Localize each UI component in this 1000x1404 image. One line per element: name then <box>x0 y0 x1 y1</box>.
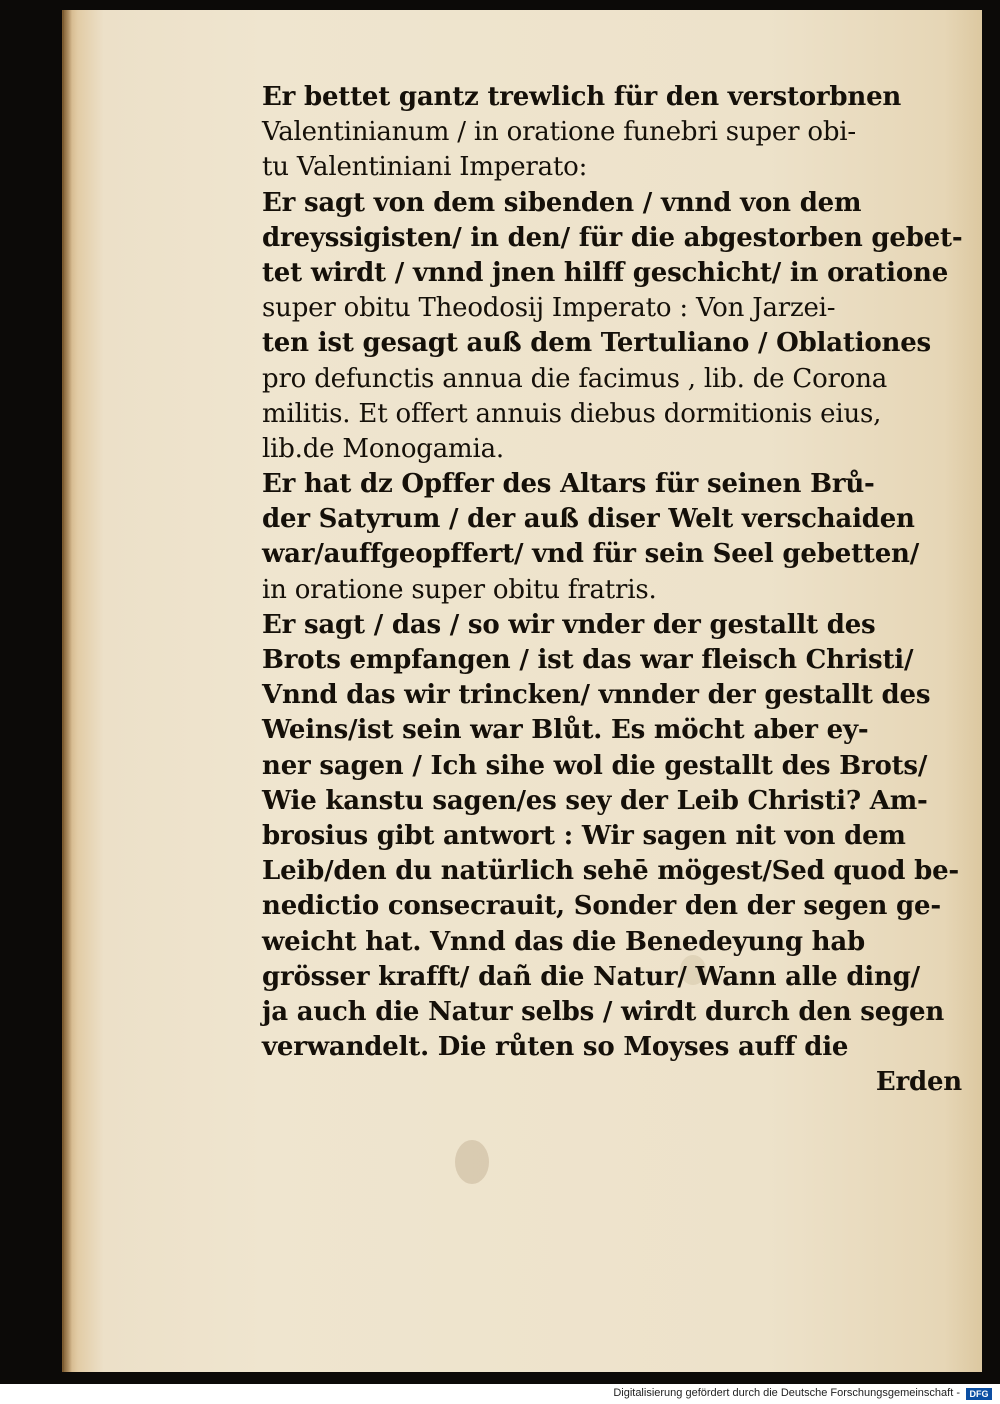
text-line: nedictio consecrauit, Sonder den der segen ge- <box>262 891 941 922</box>
text-line: ten ist gesagt auß dem Tertuliano / Oblationes <box>262 328 931 359</box>
funding-credit: Digitalisierung gefördert durch die Deutsche Forschungsgemeinschaft - <box>613 1387 960 1399</box>
page-gutter-shadow <box>62 10 72 1372</box>
text-line: Vnnd das wir trincken/ vnnder der gestallt des <box>262 680 931 711</box>
text-line: tet wirdt / vnnd jnen hilff geschicht/ in oratione <box>262 257 949 288</box>
text-line: militis. Et offert annuis diebus dormitionis eius, <box>262 398 882 429</box>
text-line: Weins/ist sein war Blůt. Es möcht aber ey- <box>262 715 869 746</box>
text-line: tu Valentiniani Imperato: <box>262 152 588 183</box>
text-line: brosius gibt antwort : Wir sagen nit von dem <box>262 820 906 851</box>
page-text-block <box>262 80 962 1100</box>
text-line: pro defunctis annua die facimus , lib. de Corona <box>262 363 888 394</box>
paper-stain <box>455 1140 489 1184</box>
text-line: grösser krafft/ dañ die Natur/ Wann alle ding/ <box>262 961 920 992</box>
text-line: war/auffgeopffert/ vnd für sein Seel gebetten/ <box>262 539 920 570</box>
text-line: Wie kanstu sagen/es sey der Leib Christi? Am- <box>262 785 928 816</box>
text-line: Er sagt / das / so wir vnder der gestallt des <box>262 609 876 640</box>
catchword: Erden <box>875 1067 962 1098</box>
text-line: Brots empfangen / ist das war fleisch Christi/ <box>262 645 914 675</box>
text-line: Er hat dz Opffer des Altars für seinen Brů- <box>262 469 875 500</box>
text-line: lib.de Monogamia. <box>262 433 504 464</box>
text-line: Leib/den du natürlich sehē mögest/Sed quod be- <box>262 856 960 887</box>
text-line: dreyssigisten/ in den/ für die abgestorben gebet- <box>262 222 963 253</box>
footer-bar <box>0 1384 1000 1404</box>
text-line: weicht hat. Vnnd das die Benedeyung hab <box>262 926 865 957</box>
text-line: Valentinianum / in oratione funebri super obi- <box>262 117 856 148</box>
text-line: ner sagen / Ich sihe wol die gestallt des Brots/ <box>262 750 928 781</box>
text-line: Er bettet gantz trewlich für den verstorbnen <box>262 82 902 112</box>
text-line: Er sagt von dem sibenden / vnnd von dem <box>262 187 862 218</box>
text-line: verwandelt. Die růten so Moyses auff die <box>262 1032 849 1063</box>
dfg-logo-icon: DFG <box>966 1388 992 1400</box>
text-line: der Satyrum / der auß diser Welt verschaiden <box>262 504 915 535</box>
text-line: super obitu Theodosij Imperato : Von Jarzei- <box>262 293 836 324</box>
text-line: ja auch die Natur selbs / wirdt durch den segen <box>262 996 945 1027</box>
text-line: in oratione super obitu fratris. <box>262 574 657 605</box>
